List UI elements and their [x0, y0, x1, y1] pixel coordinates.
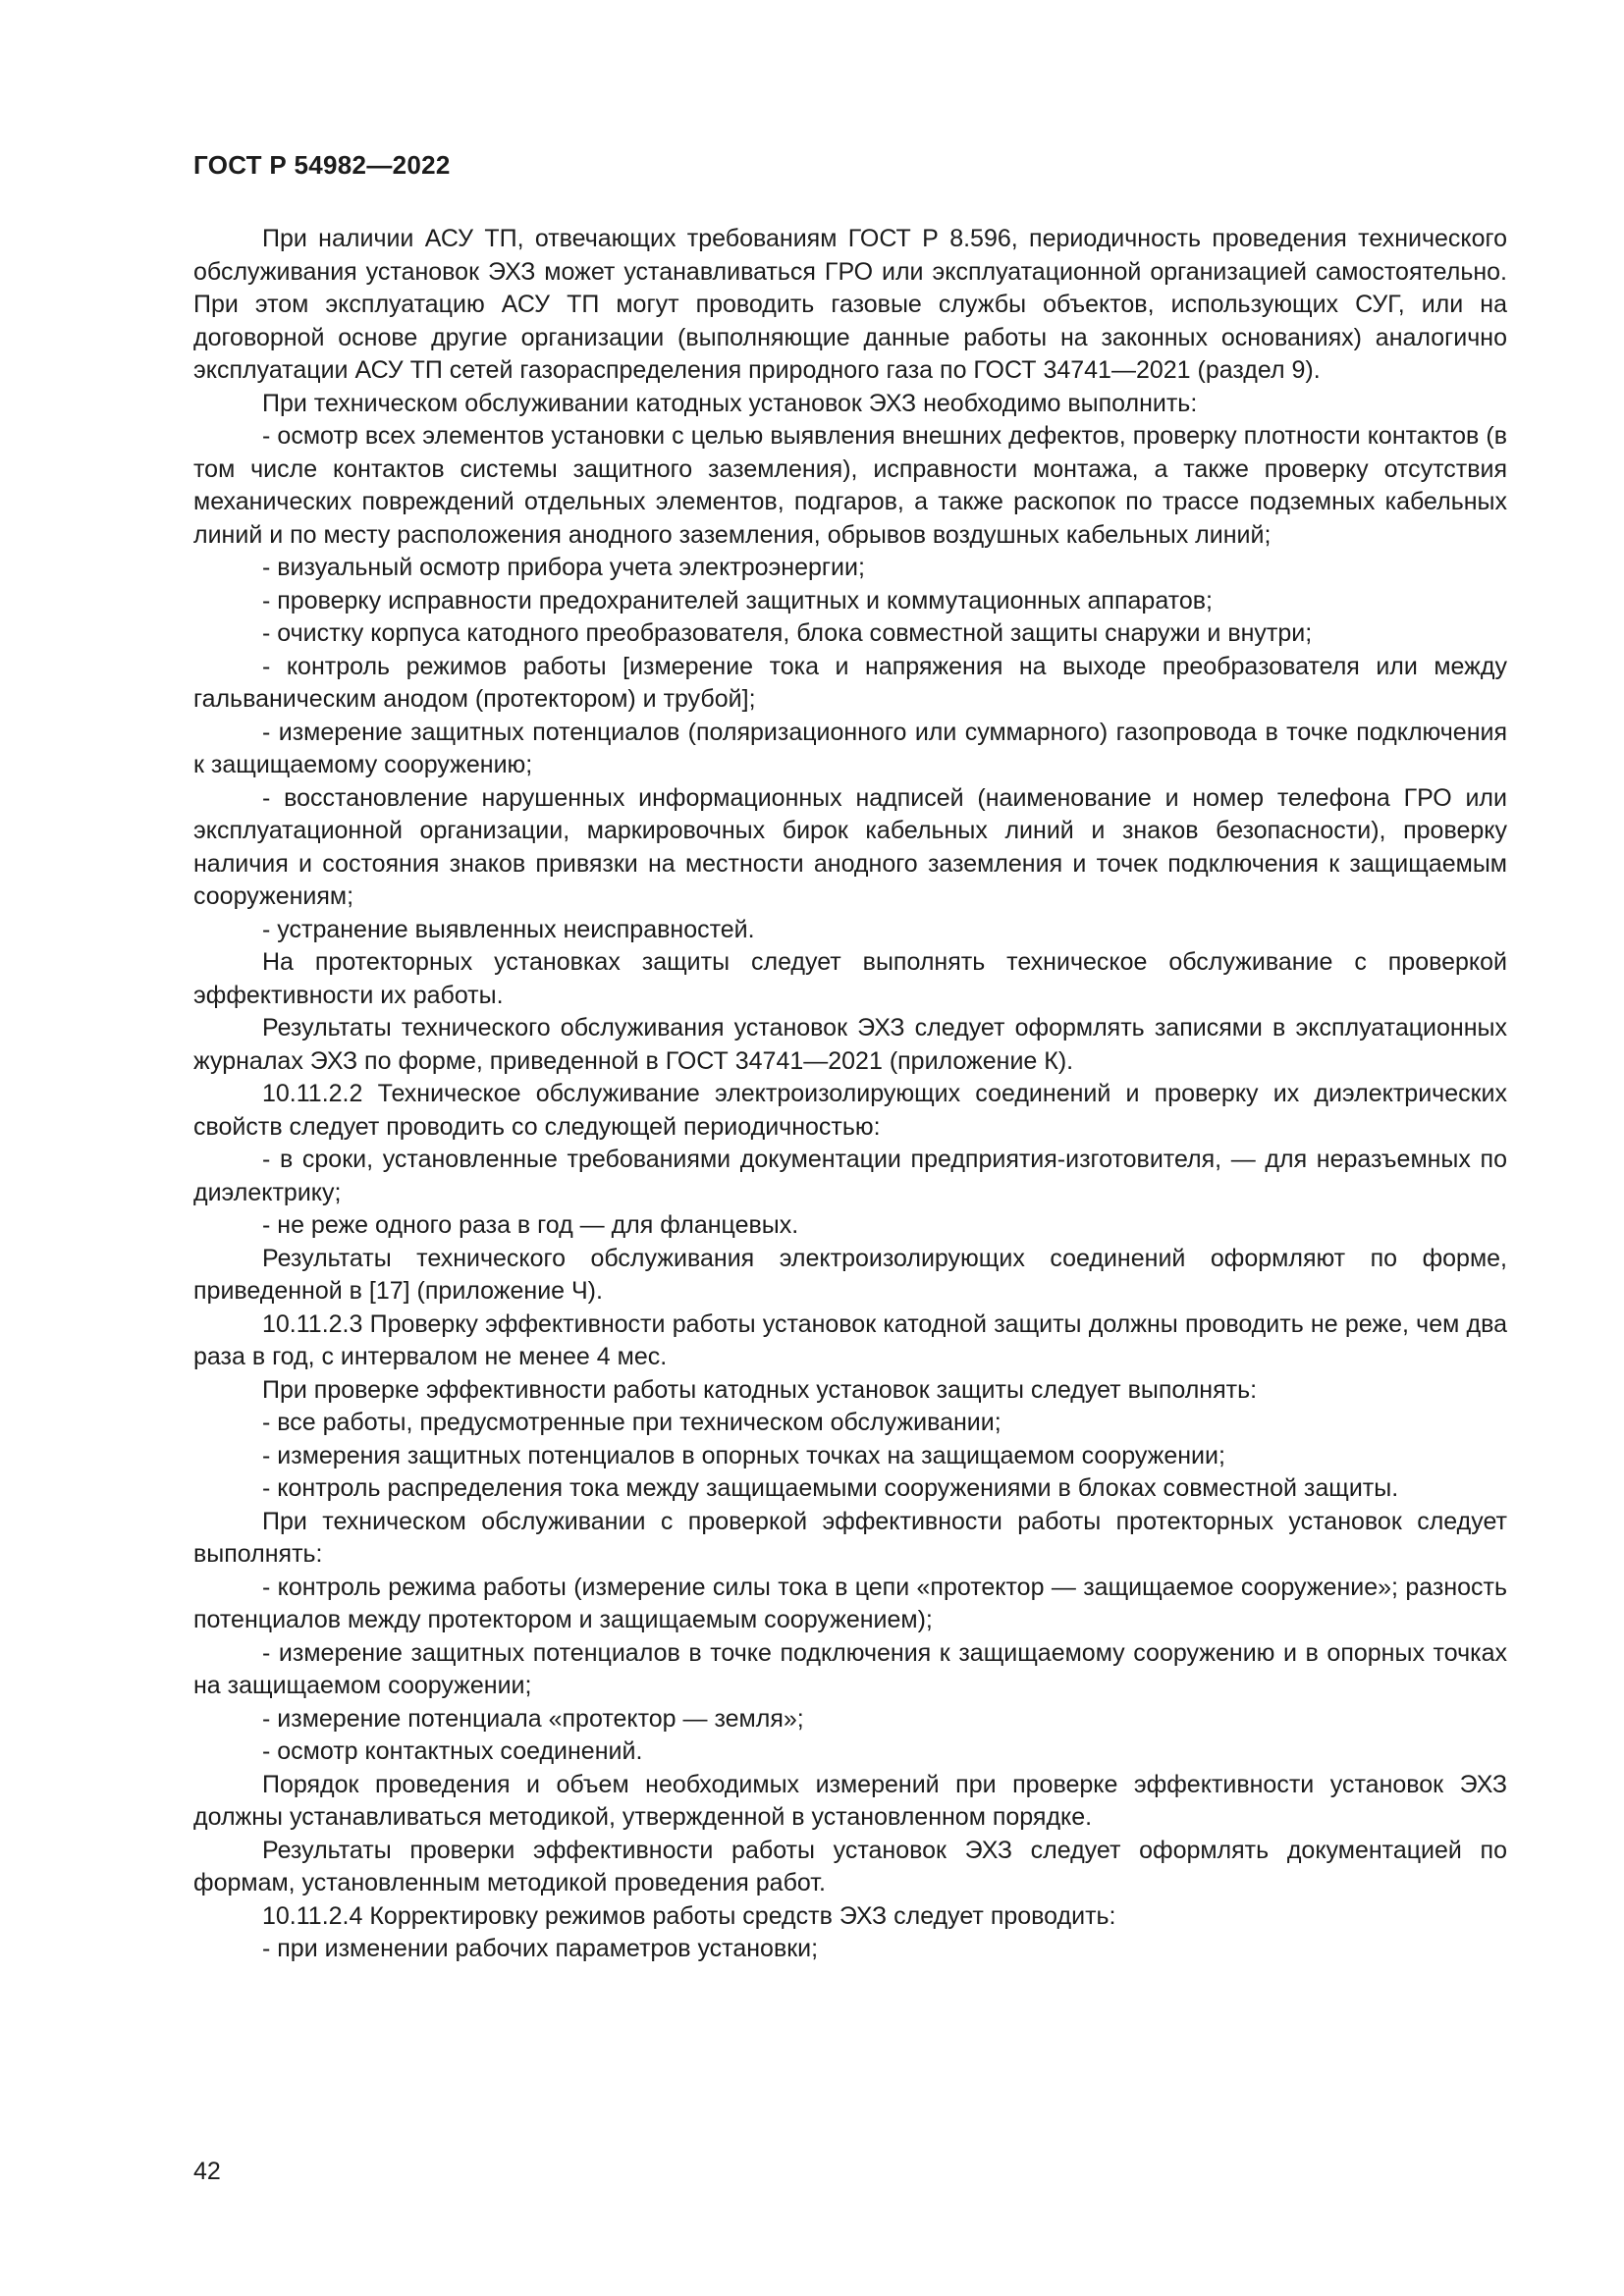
paragraph: При техническом обслуживании с проверкой эффективности работы протекторных установок следует выполнять:	[193, 1507, 1507, 1568]
list-item: - контроль распределения тока между защищаемыми сооружениями в блоках совместной защиты.	[262, 1474, 1399, 1502]
paragraph: При проверке эффективности работы катодных установок защиты следует выполнять:	[262, 1375, 1258, 1404]
paragraph: Результаты технического обслуживания электроизолирующих соединений оформляют по форме, приведенной в [17] (приложение Ч).	[193, 1244, 1507, 1305]
clause-10-11-2-3: 10.11.2.3 Проверку эффективности работы установок катодной защиты должны проводить не реже, чем два раза в год, с интервалом не менее 4 мес.	[193, 1309, 1507, 1370]
paragraph: Результаты проверки эффективности работы установок ЭХЗ следует оформлять документацией по формам, установленным методикой проведения работ.	[193, 1836, 1507, 1896]
page-number: 42	[193, 2158, 221, 2185]
paragraph: При наличии АСУ ТП, отвечающих требованиям ГОСТ Р 8.596, периодичность проведения технического обслуживания установок ЭХЗ может устанавливаться ГРО или эксплуатационной организацией самостоятельно. При этом эксплуатацию АСУ ТП могут проводить газовые службы объектов, использующих СУГ, или на договорной основе другие организации (выполняющие данные работы на законных основаниях) аналогично эксплуатации АСУ ТП сетей газораспределения природного газа по ГОСТ 34741—2021 (раздел 9).	[193, 225, 1507, 384]
paragraph: Порядок проведения и объем необходимых измерений при проверке эффективности установок ЭХЗ должны устанавливаться методикой, утвержденной в установленном порядке.	[193, 1770, 1507, 1831]
list-item: - все работы, предусмотренные при техническом обслуживании;	[262, 1409, 1001, 1436]
list-item: - проверку исправности предохранителей защитных и коммутационных аппаратов;	[262, 586, 1213, 614]
list-item: - измерения защитных потенциалов в опорных точках на защищаемом сооружении;	[262, 1441, 1225, 1469]
document-standard-header: ГОСТ Р 54982—2022	[193, 150, 451, 180]
list-item: - контроль режимов работы [измерение тока и напряжения на выходе преобразователя или между гальваническим анодом (протектором) и трубой];	[193, 652, 1507, 713]
list-item: - очистку корпуса катодного преобразователя, блока совместной защиты снаружи и внутри;	[262, 619, 1313, 647]
paragraph: На протекторных установках защиты следует выполнять техническое обслуживание с проверкой эффективности их работы.	[193, 948, 1507, 1009]
clause-10-11-2-2: 10.11.2.2 Техническое обслуживание электроизолирующих соединений и проверку их диэлектрических свойств следует проводить со следующей периодичностью:	[193, 1080, 1507, 1141]
list-item: - осмотр всех элементов установки с целью выявления внешних дефектов, проверку плотности контактов (в том числе контактов системы защитного заземления), исправности монтажа, а также проверку отсутствия механических повреждений отдельных элементов, подгаров, а также раскопок по трассе подземных кабельных линий и по месту расположения анодного заземления, обрывов воздушных кабельных линий;	[193, 422, 1507, 549]
list-item: - восстановление нарушенных информационных надписей (наименование и номер телефона ГРО или эксплуатационной организации, маркировочных бирок кабельных линий и знаков безопасности), проверку наличия и состояния знаков привязки на местности анодного заземления и точек подключения к защищаемым сооружениям;	[193, 783, 1507, 910]
list-item: - не реже одного раза в год — для фланцевых.	[262, 1211, 799, 1239]
list-item: - устранение выявленных неисправностей.	[262, 915, 755, 943]
list-item: - контроль режима работы (измерение силы тока в цепи «протектор — защищаемое сооружение»; разность потенциалов между протектором и защищаемым сооружением);	[193, 1573, 1507, 1633]
paragraph: При техническом обслуживании катодных установок ЭХЗ необходимо выполнить:	[262, 389, 1198, 417]
list-item: - при изменении рабочих параметров установки;	[262, 1935, 819, 1962]
list-item: - измерение потенциала «протектор — земля»;	[262, 1704, 804, 1733]
list-item: - в сроки, установленные требованиями документации предприятия-изготовителя, — для неразъемных по диэлектрику;	[193, 1146, 1507, 1206]
clause-10-11-2-4: 10.11.2.4 Корректировку режимов работы средств ЭХЗ следует проводить:	[262, 1901, 1116, 1930]
list-item: - измерение защитных потенциалов (поляризационного или суммарного) газопровода в точке подключения к защищаемому сооружению;	[193, 718, 1507, 778]
paragraph: Результаты технического обслуживания установок ЭХЗ следует оформлять записями в эксплуатационных журналах ЭХЗ по форме, приведенной в ГОСТ 34741—2021 (приложение К).	[193, 1014, 1507, 1075]
document-body	[193, 223, 1507, 1966]
list-item: - визуальный осмотр прибора учета электроэнергии;	[262, 554, 865, 581]
list-item: - измерение защитных потенциалов в точке подключения к защищаемому сооружению и в опорных точках на защищаемом сооружении;	[193, 1638, 1507, 1699]
list-item: - осмотр контактных соединений.	[262, 1737, 643, 1765]
